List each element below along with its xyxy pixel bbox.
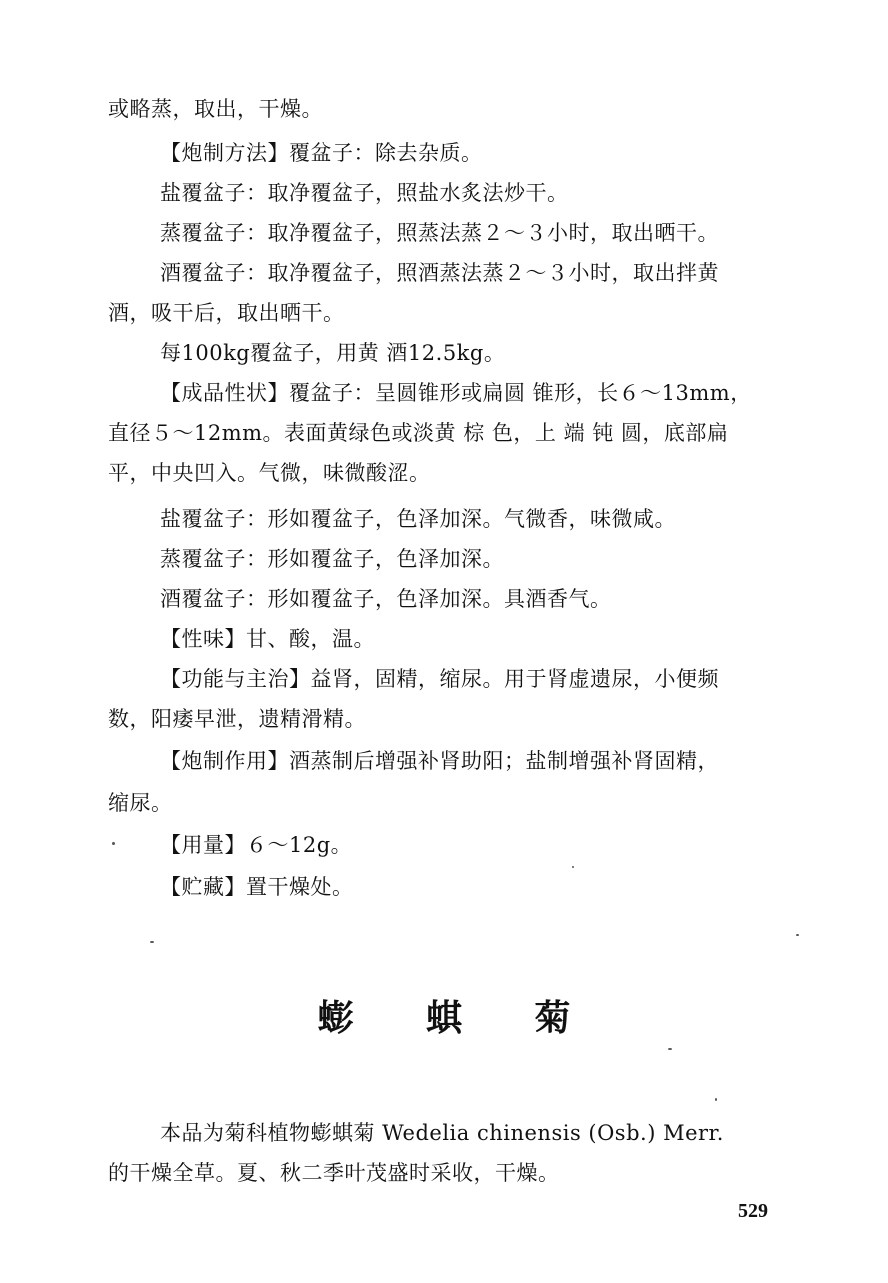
- text-line: 【成品性状】覆盆子：呈圆锥形或扁圆 锥形，长６～13mm，: [160, 381, 752, 405]
- section-title: 蟛 蜞 菊: [317, 997, 601, 1039]
- text-line: 盐覆盆子：形如覆盆子，色泽加深。气微香，味微咸。: [160, 507, 676, 531]
- text-line: 缩尿。: [108, 791, 173, 815]
- text-line: 蒸覆盆子：形如覆盆子，色泽加深。: [160, 547, 504, 571]
- text-line: 【性味】甘、酸，温。: [160, 627, 375, 651]
- page-number: 529: [738, 1200, 768, 1222]
- text-line: 数，阳痿早泄，遗精滑精。: [108, 707, 366, 731]
- text-line: 【炮制方法】覆盆子：除去杂质。: [160, 141, 483, 165]
- scan-speck: [572, 866, 574, 868]
- text-line: 盐覆盆子：取净覆盆子，照盐水炙法炒干。: [160, 181, 569, 205]
- scan-speck: [150, 941, 154, 943]
- scan-speck: [796, 934, 799, 936]
- text-line: 【炮制作用】酒蒸制后增强补肾助阳；盐制增强补肾固精，: [160, 749, 719, 773]
- text-line: 每100kg覆盆子，用黄 酒12.5kg。: [160, 341, 506, 365]
- scan-speck: [668, 1048, 672, 1050]
- text-line: 【贮藏】置干燥处。: [160, 875, 354, 899]
- text-line: 酒覆盆子：取净覆盆子，照酒蒸法蒸２～３小时，取出拌黄: [160, 261, 719, 285]
- text-line: 酒覆盆子：形如覆盆子，色泽加深。具酒香气。: [160, 587, 612, 611]
- text-line: 【用量】６～12g。: [160, 833, 353, 857]
- scan-speck: [112, 842, 115, 845]
- text-line: 酒，吸干后，取出晒干。: [108, 301, 345, 325]
- text-line: 的干燥全草。夏、秋二季叶茂盛时采收，干燥。: [108, 1161, 560, 1185]
- text-line: 平，中央凹入。气微，味微酸涩。: [108, 461, 431, 485]
- scan-speck: [715, 1098, 717, 1101]
- text-line: 直径５～12mm。表面黄绿色或淡黄 棕 色，上 端 钝 圆，底部扁: [108, 421, 729, 445]
- text-line: 本品为菊科植物蟛蜞菊 Wedelia chinensis (Osb.) Merr.: [160, 1121, 724, 1145]
- text-line: 【功能与主治】益肾，固精，缩尿。用于肾虚遗尿，小便频: [160, 667, 719, 691]
- text-line: 蒸覆盆子：取净覆盆子，照蒸法蒸２～３小时，取出晒干。: [160, 221, 719, 245]
- text-line: 或略蒸，取出，干燥。: [108, 97, 323, 121]
